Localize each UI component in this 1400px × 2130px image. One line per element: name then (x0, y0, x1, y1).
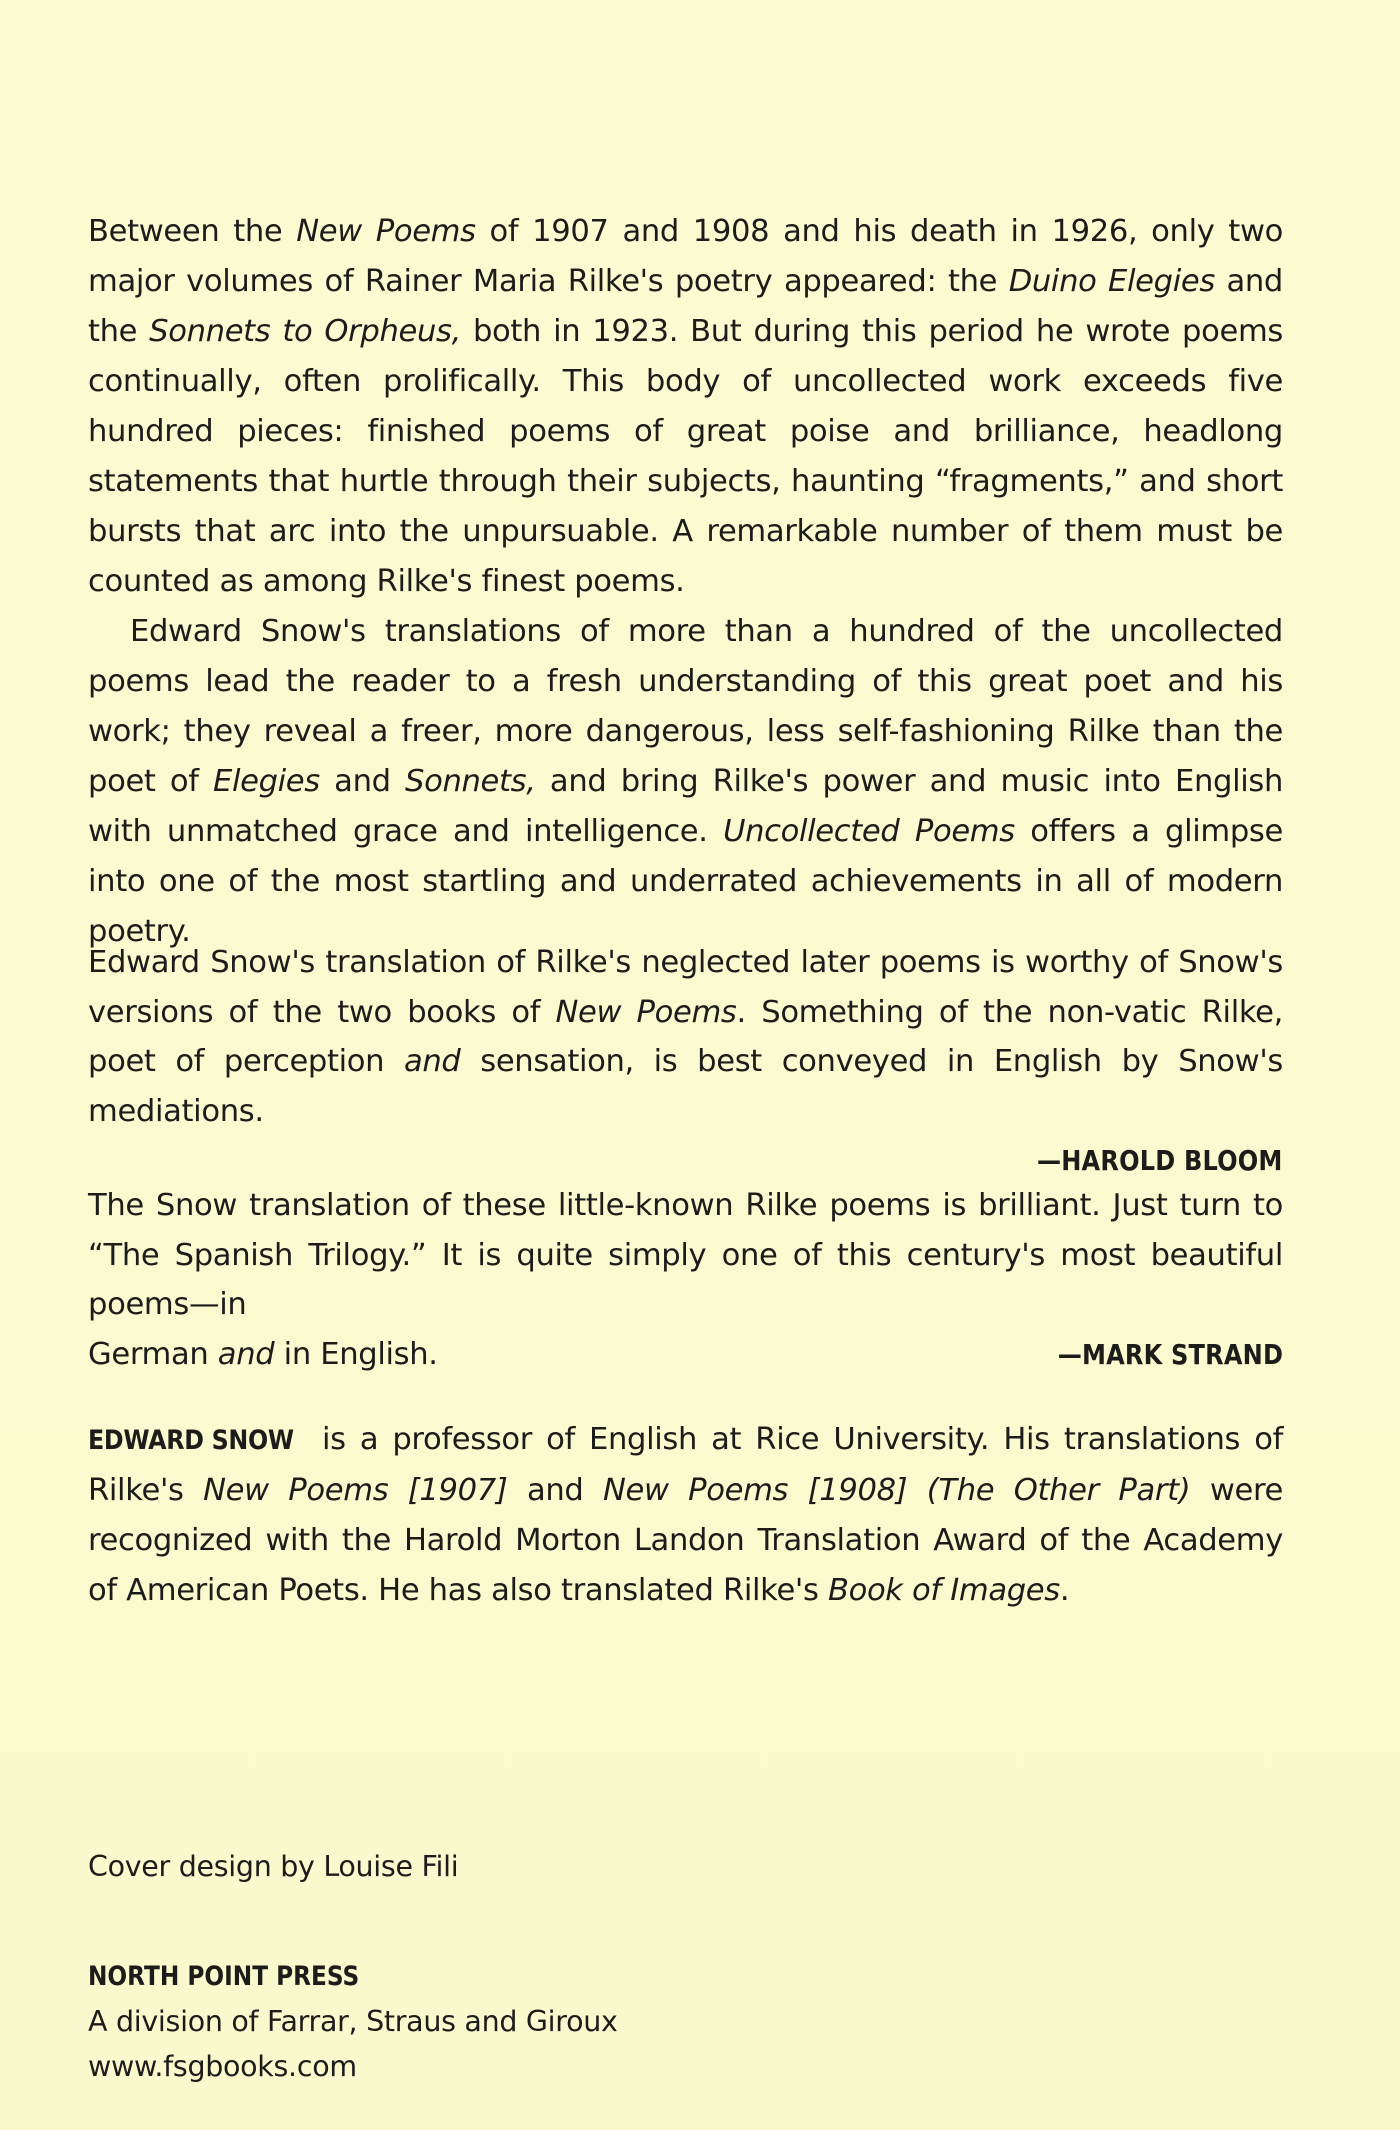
blurb-text: Edward Snow's translation of Rilke's neglected later poems is worthy of Snow's versions of the two books of New Poems. Something of the non-vatic Rilke, poet of perception and sensation, is best conveyed in English by Snow's mediations. (88, 945, 1283, 1129)
italic-run: Duino Elegies (1008, 264, 1215, 299)
publisher-block (88, 1955, 1283, 2089)
author-bio (88, 1415, 1283, 1616)
blurb-bloom (88, 938, 1283, 1186)
italic-run: and (403, 1044, 461, 1079)
italic-run: Book of Images (827, 1573, 1060, 1608)
italic-run: New Poems [1908] (The Other Part) (602, 1473, 1191, 1508)
author-name: EDWARD SNOW (88, 1425, 294, 1456)
book-description (88, 207, 1283, 957)
publisher-url[interactable]: www.fsgbooks.com (88, 2050, 357, 2083)
italic-run: and (217, 1336, 275, 1372)
description-paragraph-2: Edward Snow's translations of more than a hundred of the uncollected poems lead the reader to a fresh understanding of this great poet and his work; they reveal a freer, more dangerous, less self-fashioning Rilke than the poet of Elegies and Sonnets, and bring Rilke's power and music into English with unmatched grace and intelligence. Uncollected Poems offers a glimpse into one of the most startling and underrated achievements in all of modern poetry. (88, 614, 1283, 949)
blurb-attribution: —MARK STRAND (1057, 1337, 1283, 1371)
italic-run: New Poems (555, 994, 737, 1030)
blurb-strand (88, 1181, 1283, 1379)
cover-credit: Cover design by Louise Fili (88, 1850, 459, 1883)
blurb-attribution: —HAROLD BLOOM (1037, 1144, 1283, 1177)
italic-run: New Poems [1907] (203, 1473, 508, 1508)
italic-run: Sonnets, (405, 764, 536, 799)
italic-run: Elegies (212, 764, 320, 799)
italic-run: Sonnets to Orpheus, (149, 314, 461, 349)
blurb-text-last-line: German and in English. (88, 1336, 438, 1372)
italic-run: New Poems (296, 214, 476, 249)
italic-run: Uncollected Poems (723, 814, 1015, 849)
blurb-text: The Snow translation of these little-known Rilke poems is brilliant. Just turn to “The Spanish Trilogy.” It is quite simply one of this century's most beautiful poems—in (88, 1188, 1283, 1322)
description-paragraph-1: Between the New Poems of 1907 and 1908 and his death in 1926, only two major volumes of Rainer Maria Rilke's poetry appeared: the Duino Elegies and the Sonnets to Orpheus, both in 1923. But during this period he wrote poems continually, often prolifically. This body of uncollected work exceeds five hundred pieces: finished poems of great poise and brilliance, headlong statements that hurtle through their subjects, haunting “fragments,” and short bursts that arc into the unpursuable. A remarkable number of them must be counted as among Rilke's finest poems. (88, 214, 1283, 599)
publisher-name: NORTH POINT PRESS (88, 1961, 360, 1992)
publisher-division: A division of Farrar, Straus and Giroux (88, 2005, 618, 2038)
author-bio-text: is a professor of English at Rice University. His translations of Rilke's New Poems [1907] and New Poems [1908] (The Other Part) were recognized with the Harold Morton Landon Translation Award of the Academy of American Poets. He has also translated Rilke's Book of Images. (88, 1422, 1283, 1608)
